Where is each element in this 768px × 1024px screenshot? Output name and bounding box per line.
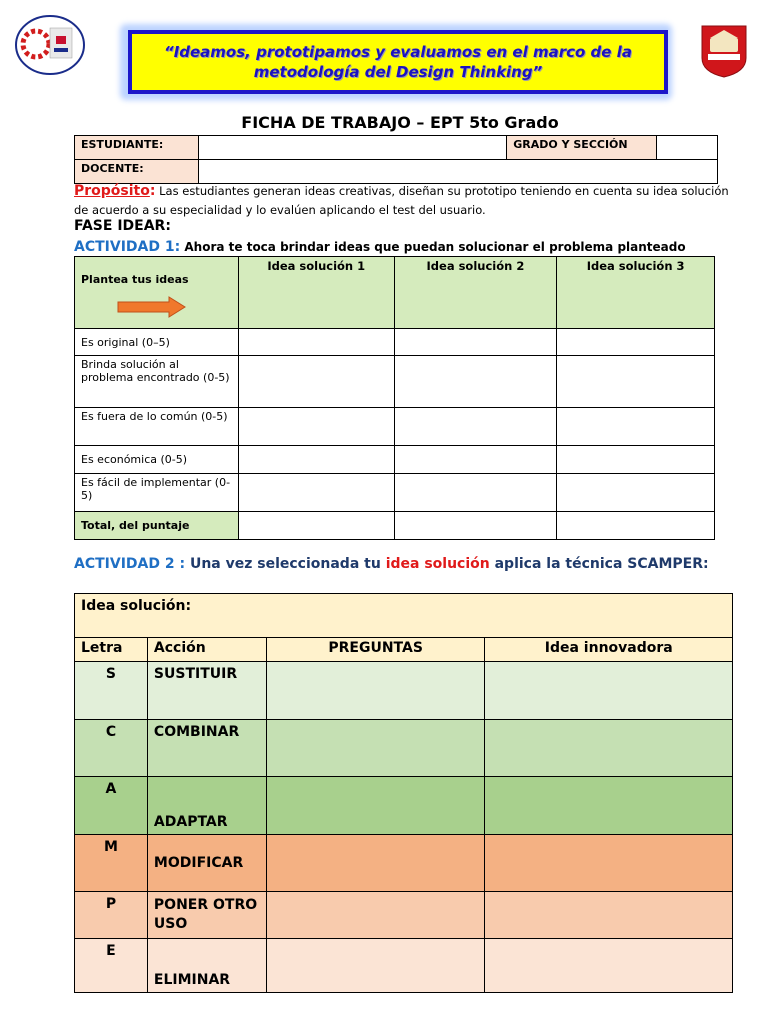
activity-2-heading: ACTIVIDAD 2 : Una vez seleccionada tu idea solución aplica la técnica SCAMPER:	[74, 556, 709, 572]
action-header: Acción	[147, 638, 266, 662]
score-cell[interactable]	[238, 408, 394, 446]
questions-cell[interactable]	[266, 892, 485, 939]
activity-2-label: ACTIVIDAD 2 :	[74, 556, 186, 572]
idea-solution-1-header: Idea solución 1	[238, 257, 394, 329]
arrow-right-icon	[117, 296, 187, 318]
scamper-table	[74, 593, 733, 993]
criterion-uncommon: Es fuera de lo común (0-5)	[75, 408, 239, 446]
questions-cell[interactable]	[266, 777, 485, 835]
scamper-letter-a: A	[75, 777, 148, 835]
criterion-solution: Brinda solución al problema encontrado (0-5)	[75, 356, 239, 408]
total-cell[interactable]	[557, 512, 715, 540]
phase-heading: FASE IDEAR:	[74, 218, 171, 234]
idea-solution-field[interactable]	[75, 594, 733, 638]
score-cell[interactable]	[557, 474, 715, 512]
purpose-text: Las estudiantes generan ideas creativas, diseñan su prototipo teniendo en cuenta su idea solución de acuerdo a su especialidad y lo evalúen aplicando el test del usuario.	[74, 184, 729, 217]
questions-header: PREGUNTAS	[266, 638, 485, 662]
scamper-letter-p: P	[75, 892, 148, 939]
innovative-idea-cell[interactable]	[485, 892, 733, 939]
total-score-label: Total, del puntaje	[75, 512, 239, 540]
ideas-evaluation-table	[74, 256, 715, 540]
page-title: FICHA DE TRABAJO – EPT 5to Grado	[241, 113, 559, 132]
grade-section-label: GRADO Y SECCIÓN	[507, 136, 657, 160]
innovative-idea-header: Idea innovadora	[485, 638, 733, 662]
questions-cell[interactable]	[266, 835, 485, 892]
criterion-original: Es original (0–5)	[75, 329, 239, 356]
student-info-table	[74, 135, 718, 184]
teacher-label: DOCENTE:	[75, 160, 199, 184]
score-cell[interactable]	[394, 408, 557, 446]
total-cell[interactable]	[394, 512, 557, 540]
idea-solution-highlight: idea solución	[385, 556, 490, 572]
score-cell[interactable]	[238, 474, 394, 512]
innovative-idea-cell[interactable]	[485, 720, 733, 777]
scamper-action-p: PONER OTRO USO	[147, 892, 266, 939]
questions-cell[interactable]	[266, 662, 485, 720]
motto-banner	[128, 30, 668, 94]
score-cell[interactable]	[557, 446, 715, 474]
scamper-action-s: SUSTITUIR	[147, 662, 266, 720]
criterion-economic: Es económica (0-5)	[75, 446, 239, 474]
activity-1-label: ACTIVIDAD 1:	[74, 239, 181, 255]
score-cell[interactable]	[394, 356, 557, 408]
purpose-label: Propósito	[74, 183, 150, 199]
innovative-idea-cell[interactable]	[485, 939, 733, 993]
score-cell[interactable]	[394, 474, 557, 512]
motto-line-1: “Ideamos, prototipamos y evaluamos en el marco de la	[164, 43, 632, 61]
innovative-idea-cell[interactable]	[485, 835, 733, 892]
score-cell[interactable]	[557, 408, 715, 446]
school-logo-left	[14, 14, 88, 76]
innovative-idea-cell[interactable]	[485, 662, 733, 720]
activity-1-heading	[74, 236, 686, 255]
grade-section-field[interactable]	[657, 136, 718, 160]
motto-line-2: metodología del Design Thinking”	[253, 63, 543, 81]
scamper-letter-m: M	[75, 835, 148, 892]
score-cell[interactable]	[394, 329, 557, 356]
student-label: ESTUDIANTE:	[75, 136, 199, 160]
score-cell[interactable]	[557, 356, 715, 408]
school-shield-logo	[700, 24, 748, 78]
scamper-letter-e: E	[75, 939, 148, 993]
scamper-action-m: MODIFICAR	[147, 835, 266, 892]
score-cell[interactable]	[557, 329, 715, 356]
scamper-action-e: ELIMINAR	[147, 939, 266, 993]
questions-cell[interactable]	[266, 720, 485, 777]
student-field[interactable]	[198, 136, 506, 160]
score-cell[interactable]	[238, 329, 394, 356]
score-cell[interactable]	[394, 446, 557, 474]
idea-solution-2-header: Idea solución 2	[394, 257, 557, 329]
plantea-cell	[75, 257, 239, 329]
purpose-paragraph: Propósito: Las estudiantes generan ideas creativas, diseñan su prototipo teniendo en cuenta su idea solución de acuerdo a su especialidad y lo evalúen aplicando el test del usuario.	[74, 183, 729, 217]
score-cell[interactable]	[238, 356, 394, 408]
letter-header: Letra	[75, 638, 148, 662]
scamper-letter-s: S	[75, 662, 148, 720]
total-cell[interactable]	[238, 512, 394, 540]
plantea-label: Plantea tus ideas	[81, 273, 189, 286]
idea-solution-3-header: Idea solución 3	[557, 257, 715, 329]
teacher-field[interactable]	[198, 160, 717, 184]
scamper-action-c: COMBINAR	[147, 720, 266, 777]
scamper-letter-c: C	[75, 720, 148, 777]
activity-1-text: Ahora te toca brindar ideas que puedan solucionar el problema planteado	[180, 240, 686, 254]
score-cell[interactable]	[238, 446, 394, 474]
criterion-easy: Es fácil de implementar (0-5)	[75, 474, 239, 512]
questions-cell[interactable]	[266, 939, 485, 993]
scamper-action-a: ADAPTAR	[147, 777, 266, 835]
innovative-idea-cell[interactable]	[485, 777, 733, 835]
idea-solution-label: Idea solución:	[81, 598, 192, 614]
